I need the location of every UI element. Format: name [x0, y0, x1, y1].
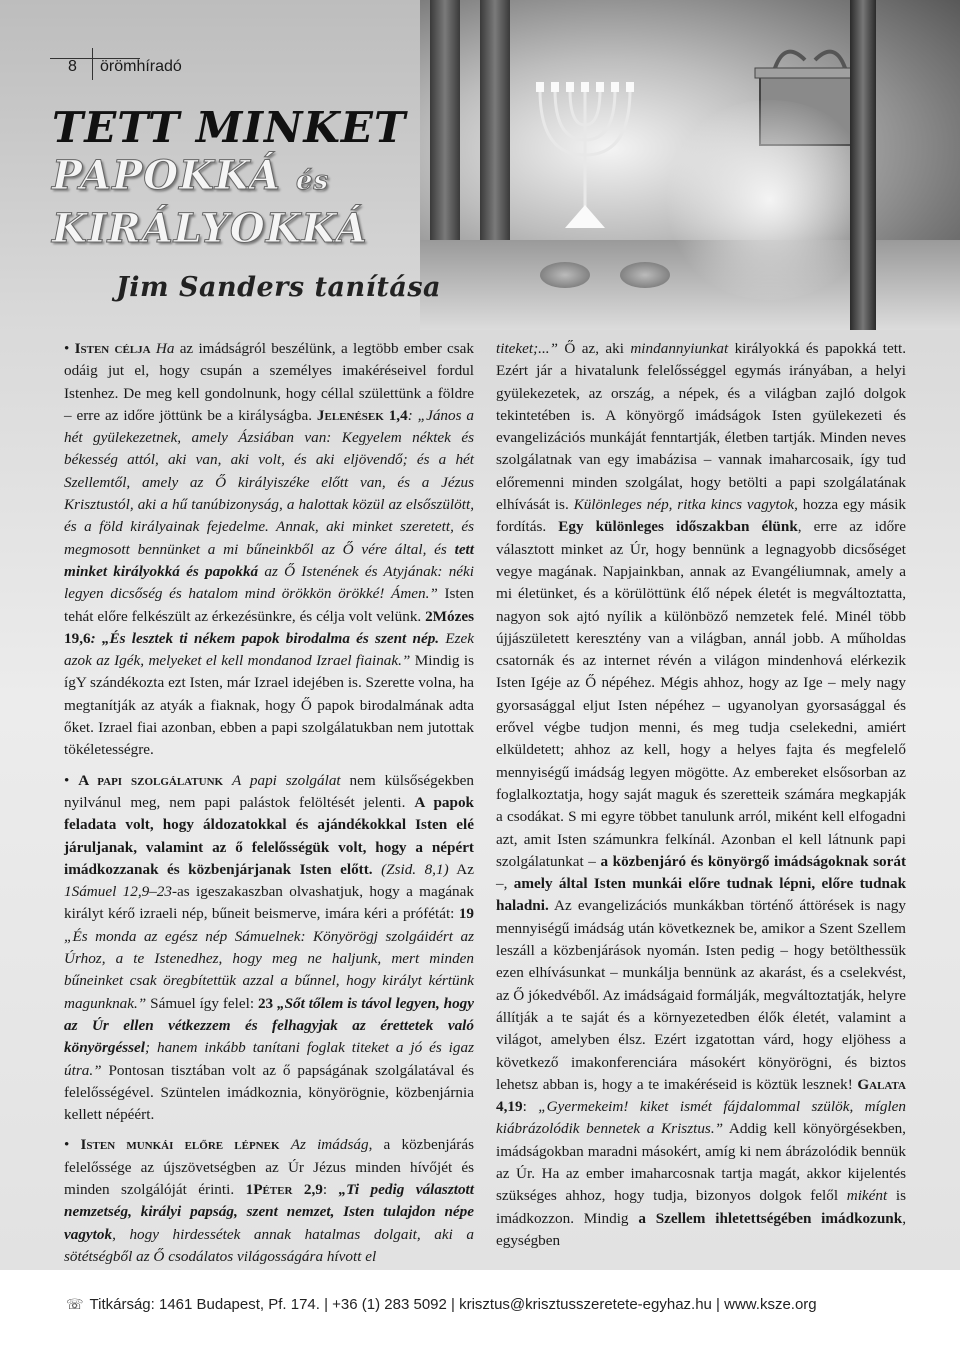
page-number: 8 — [68, 58, 77, 75]
text-run: –, — [496, 875, 514, 893]
text-run: Jelenések 1,4 — [316, 406, 408, 424]
title-word-papokka: PAPOKKÁ — [52, 152, 282, 199]
text-run — [223, 772, 232, 789]
section-name: örömhíradó — [100, 58, 182, 75]
text-run: Az imádság — [290, 1136, 369, 1154]
article-title — [52, 104, 406, 253]
page-header — [0, 0, 960, 330]
text-run: • — [64, 1136, 81, 1154]
text-run: 2Mózes 19,6 — [64, 607, 474, 647]
article-paragraph — [64, 338, 474, 762]
text-run: titeket;...” — [496, 340, 558, 357]
text-run: • — [64, 771, 79, 789]
text-run: 19 — [458, 905, 474, 923]
text-run: Pontosan tisztában volt az ő papságának szolgálatával és felelősségével. Szüntelen imádkoznia, könyörögnie, közbenjárnia kellett népéért. — [64, 1061, 474, 1124]
text-run: Az — [448, 860, 474, 878]
text-run: is imádkozzon. Mindig — [496, 1187, 906, 1227]
text-run: 1Sámuel 12,9–23 — [64, 883, 172, 901]
pillar-shape — [850, 0, 876, 330]
text-run: a Szellem ihletettségében imádkozunk — [638, 1209, 903, 1227]
bread-icon — [540, 262, 590, 288]
title-line-3: KIRÁLYOKKÁ — [52, 205, 368, 252]
text-run: királyokká és papokká tett. Ezért jár a hivatalunk felelősséggel egymás irányában, a helyi gyülekezetek, az ország, a népek, és a világban zajló dolgok tekintetében is. A könyörgő imádságok Isten gyülekezeti és evangelizációs munkáját fenntartják, életben tartják. Minden neves szolgálatnak van egy imabázisa – vannak imaharcosaik, így tud előremenni minden szolgálat, hogy betölti a papi szolgálatának elhívását is. — [496, 340, 906, 514]
text-run: „Sőt tőlem is távol legyen, hogy az Úr ellen vétkezzem és felhagyjak az érettetek való könyörgéssel — [64, 994, 475, 1057]
text-run: nem külsőségekben nyilvánul meg, nem papi palástok felöltését jelenti. — [64, 771, 474, 811]
text-run: : — [522, 1098, 539, 1116]
text-run: • — [64, 340, 75, 357]
text-run: a közbenjáró és könyörgő imádságoknak sorát — [600, 852, 906, 870]
article-paragraph — [64, 770, 474, 1127]
text-run: A papi szolgálatunk — [78, 771, 224, 789]
text-run: Isten célja — [74, 340, 151, 357]
text-run: , erre az időre választott minket az Úr, hogy bennünk a legnagyobb dicsőséget vegye magának. Napjainkban, annak az Evangéliumnak, amely a mi életünket, és a körülöttünk élő népek életét is megváltoztatta, nagyon sok ajtó nyílik a különböző nemzetek felé. Minél több újjászületett keresztény van a világban, annál jobb. A műholdas csatornák és az internet révén a világon mindenhová elérkezik Isten Igéje az Ő népéhez. Mégis ahhoz, hogy az Ige – mely nagy gyorsasággal eljut Isten népéhez – ugyanolyan gyorsasággal és erővel végbe tudjon menni, és meg tudja cselekedni, amiért elküldetett; ahhoz az kell, hogy a helyes fajta és megfelelő mennyiségű imádság legyen mögötte. Az embereket elsősorban az foglalkoztatja, hogy saját maguk és szeretteik számára megkapják a csodákat. S mi egyre többet tanulunk arról, miként kell elfogadni azt, amit Isten számunkra felkínál. Azonban el kell látnunk papi szolgálatunkat – — [496, 518, 906, 870]
text-run: -as igeszakaszban olvashatjuk, hogy a magának királyt kérő izraeli nép, bűneit beismerve, imára kéri a prófétát: — [64, 883, 474, 923]
footer-area — [0, 1272, 960, 1358]
title-line-2 — [52, 152, 406, 205]
text-run: Ő az, aki — [558, 340, 631, 357]
article-paragraph — [496, 338, 906, 1252]
text-run: , egységben — [496, 1209, 906, 1249]
text-run: , hogy hirdessétek annak hatalmas dolgait, aki a sötétségből az Ő csodálatos világosságára hívott el — [64, 1225, 474, 1265]
text-run: : „János a hét gyülekezetnek, amely Ázsiában van: Kegyelem néktek és békesség attól, aki van, aki volt, és aki eljövendő; és a hét Szellemtől, amely az Ő királyiszéke előtt van, és a Jézus Krisztustól, aki a hű tanúbizonyság, a halottak közül az elsőszülött, és a föld királyainak fejedelme. Annak, aki minket szeretett, és megmosott bennünket a mi bűneinkből az Ő vére által, és — [64, 406, 474, 558]
text-run: Sámuel így felel: — [146, 994, 258, 1012]
text-run: Egy különleges időszakban élünk — [558, 518, 798, 536]
text-run: Ha — [155, 340, 175, 357]
article-paragraph — [64, 1134, 474, 1268]
text-run: , a közbenjárás felelőssége az újszövetségben az Úr Jézus minden hívőjét és minden szolgálóját érinti. — [64, 1136, 474, 1198]
text-run: Különleges nép, ritka kincs vagytok — [573, 496, 795, 514]
text-run: 1Péter 2,9 — [245, 1180, 323, 1198]
text-run: az Ő Istenének és Atyjának: néki legyen dicsőség és hatalom mind örökkön örökké! Ámen.” — [64, 562, 474, 603]
phone-icon: ☏ — [66, 1296, 84, 1312]
article-subtitle: Jim Sanders tanítása — [116, 272, 442, 303]
text-run: 23 — [257, 994, 274, 1012]
text-run: „És monda az egész nép Sámuelnek: Könyörögj szolgáidért az Úrhoz, a te Istenedhez, hogy meg ne haljunk, mert minden bűneinket csak öregbítettük azzal a bűnnel, hogy királyt kértünk magunknak.” — [64, 927, 474, 1012]
text-run: , hozza egy másik fordítás. — [496, 496, 907, 536]
right-column — [496, 338, 906, 1260]
page-footer — [66, 1296, 817, 1313]
title-line-1: TETT MINKET — [52, 103, 407, 152]
text-run: A papi szolgálat — [231, 771, 341, 789]
curtain-shape — [430, 0, 460, 260]
header-separator — [92, 48, 93, 80]
text-run: amely által Isten munkái előre tudnak lépni, előre tudnak haladni. — [496, 875, 907, 915]
text-run: Isten tehát előre felkészült az érkezésünkre, és célja volt velünk. — [64, 585, 474, 625]
text-run: : — [322, 1180, 339, 1198]
text-run: Galata 4,19 — [496, 1075, 906, 1116]
text-run: az imádságról beszélünk, a legtöbb ember csak odáig jut el, hogy csupán a személyes imakéréseivel fordul Istenhez. De meg kell gondolnunk, hogy céllal születtünk a földre – erre az időre jöttünk be a királyságba. — [64, 340, 475, 424]
text-run: mindannyiunkat — [630, 340, 729, 357]
text-run: Ezek azok az Igék, melyeket el kell mondanod Izrael fiainak.” — [64, 629, 475, 670]
text-run: Az evangelizációs munkákban történő áttörések is nagy mennyiségű imádság után következnek be, amikor a Szent Szellem leszáll a közbenjárások nyomán. Isten pedig – hogy betölthessük ezen elhívásunkat – munkálja bennünk az akarást, és a cselekvést, az Ő jókedvéből. Az imádságaid formálják, megváltoztatják, helyre állítják a te saját és a környezetedben élők életét, valamint a világot, amelyben élsz. Ezért izgatottan várd, hogy eljöhess a következő imakonferenciára másokért könyörögni, és biztos lehetsz abban is, hogy a te imakéréseid is köztük lesznek! — [496, 897, 906, 1093]
text-run: „Ti pedig választott nemzetség, királyi papság, szent nemzet, Isten tulajdon népe vagytok — [64, 1180, 474, 1243]
mist-shape — [660, 100, 880, 300]
text-run: miként — [846, 1187, 888, 1205]
bread-icon — [620, 262, 670, 288]
text-run: Isten munkái előre lépnek — [80, 1136, 280, 1154]
left-column — [64, 338, 474, 1276]
text-run: „Gyermekeim! kiket ismét fájdalommal szülök, míglen kiábrázolódik bennetek a Krisztus.” — [496, 1098, 906, 1138]
text-run: tett minket királyokká és papokká — [64, 540, 474, 580]
text-run: A papok feladata volt, hogy áldozatokkal és ajándékokkal Isten elé járuljanak, valamint az ő felelősségük volt, hogy a népért imádkozzanak és közbenjárjanak Isten előtt. — [64, 793, 474, 878]
footer-contact: Titkárság: 1461 Budapest, Pf. 174. | +36 (1) 283 5092 | krisztus@krisztusszeretete-egyhaz.hu | www.ksze.org — [89, 1296, 817, 1313]
menorah-icon — [520, 60, 650, 230]
title-conjunction: és — [296, 166, 330, 196]
text-run: ; hanem inkább tanítani foglak titeket a jó és igaz útra.” — [64, 1039, 474, 1079]
text-run: : „És lesztek ti nékem papok birodalma és szent nép. — [90, 629, 440, 647]
tabernacle-illustration — [420, 0, 960, 330]
text-run — [280, 1136, 291, 1153]
curtain-shape — [480, 0, 510, 260]
text-run: Addig kell könyörgésekben, imádságokban maradni másokért, amíg ki nem ábrázolódik bennük az Úr. Ha az ember imaharcosnak tartja magát, akkor kijelentés szükséges ahhoz, hogy tudja, bizonyos dolgok felől — [496, 1120, 906, 1205]
text-run: (Zsid. 8,1) — [372, 860, 449, 878]
text-run: Mindig is ígY szándékozta ezt Isten, már Izrael idejében is. Szerette volna, ha megtanítják az atyák a fiaknak, hogy Ő papok birodalmának adta őket. Izrael fiai azonban, ebben a papi szolgálatukban nem jutottak tökéletességre. — [64, 652, 475, 759]
